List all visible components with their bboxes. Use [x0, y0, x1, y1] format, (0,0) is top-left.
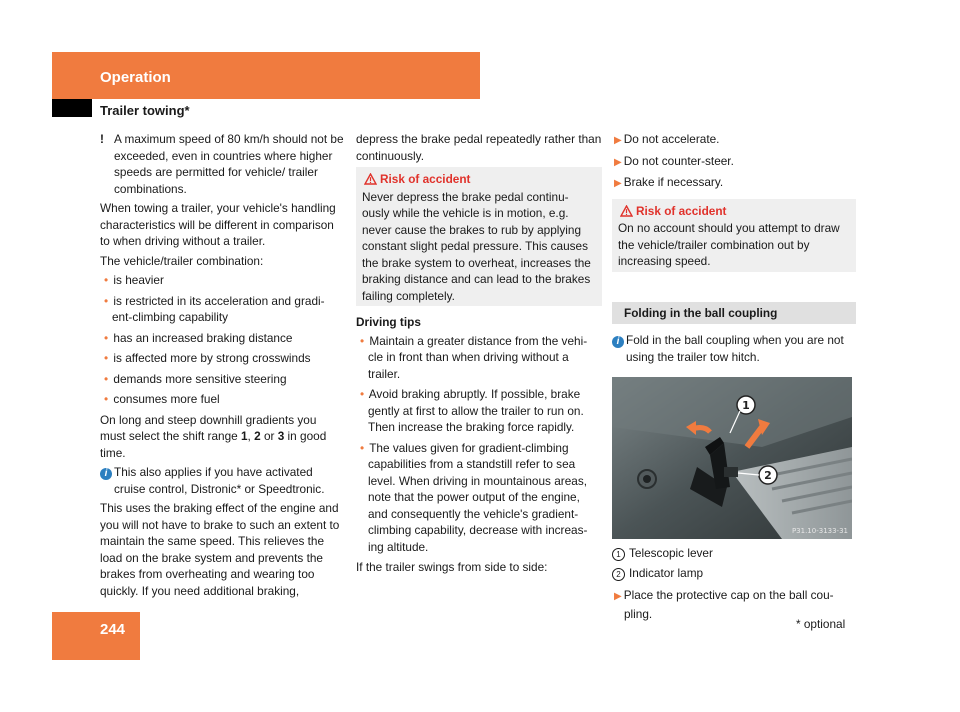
header-marker — [52, 99, 92, 117]
warning-title: Risk of accident — [618, 203, 850, 220]
section-title: Operation — [100, 69, 171, 86]
info-icon: i — [612, 336, 624, 348]
paragraph: This uses the braking effect of the engine and you will not have to brake to such an extent to maintain the same speed. This relieves the load on the brake system and prevents the brakes from overheating and wearing too quickly. If you need additional braking, — [100, 501, 340, 598]
callout-2: 2 — [764, 469, 772, 482]
list-item: • is restricted in its acceleration and gradi- ent-climbing capability — [104, 293, 325, 324]
info-icon: i — [100, 468, 112, 480]
list-item: • Maintain a greater distance from the vehi- cle in front than when driving without a trailer. — [360, 333, 588, 381]
warning-text: Never depress the brake pedal continu- ously while the vehicle is in motion, e.g. never cause the brakes to rub by applying constant slight pedal pressure. This causes the brake system to overheat, increases the braking distance and can lead to the brakes failing completely. — [362, 189, 591, 303]
bullet-list — [100, 272, 345, 408]
warning-triangle-icon — [620, 205, 633, 217]
callout-1: 1 — [742, 399, 750, 412]
instruction-step: ▶ Do not accelerate. — [614, 132, 720, 146]
arrow-icon: ▶ — [614, 156, 622, 168]
list-item: • demands more sensitive steering — [104, 371, 287, 386]
page-number-box — [52, 612, 140, 660]
warning-box — [356, 167, 602, 306]
column-3 — [612, 131, 856, 625]
column-1 — [100, 131, 345, 602]
caution-note: ! A maximum speed of 80 km/h should not be exceeded, even in countries where higher speeds are permitted for vehicle/ trailer combinations. — [100, 132, 344, 196]
info-note: i Fold in the ball coupling when you are not using the trailer tow hitch. — [612, 332, 856, 365]
footnote: * optional — [796, 617, 846, 631]
section-heading: Folding in the ball coupling — [612, 302, 856, 325]
paragraph: On long and steep downhill gradients you must select the shift range 1, 2 or 3 in good time. — [100, 412, 327, 460]
paragraph: If the trailer swings from side to side: — [356, 560, 548, 574]
arrow-icon: ▶ — [614, 591, 622, 602]
legend-item: 1 Telescopic lever — [612, 545, 856, 562]
legend-item: 2 Indicator lamp — [612, 565, 856, 582]
ball-coupling-photo — [612, 377, 852, 539]
list-item: • The values given for gradient-climbing capabilities from a standstill refer to sea level. When driving in mountainous areas, note that the power output of the engine, and consequently the vehicle's gradient- climbing capability, decrease with increas- ing altitude. — [360, 440, 588, 554]
warning-text: On no account should you attempt to draw the vehicle/trailer combination out by increasing speed. — [618, 221, 840, 268]
list-item: • is affected more by strong crosswinds — [104, 351, 311, 365]
photo-code: P31.10-3133-31 — [791, 527, 848, 535]
list-item: • consumes more fuel — [104, 392, 220, 406]
arrow-icon: ▶ — [614, 178, 622, 189]
column-2 — [356, 131, 602, 579]
ball-coupling-illustration — [612, 377, 852, 539]
warning-triangle-icon — [364, 173, 377, 185]
paragraph: The vehicle/trailer combination: — [100, 253, 264, 268]
info-note: i This also applies if you have activated cruise control, Distronic* or Speedtronic. — [100, 464, 345, 497]
instruction-step: ▶ Do not counter-steer. — [614, 153, 734, 168]
list-item: • Avoid braking abruptly. If possible, brake gently at first to allow the trailer to run on. Then increase the braking force rapidly. — [360, 387, 584, 434]
page-title: Trailer towing* — [100, 103, 190, 118]
paragraph: depress the brake pedal repeatedly rather than continuously. — [356, 132, 602, 163]
instruction-step: ▶ Place the protective cap on the ball cou- pling. — [614, 588, 834, 621]
warning-box — [612, 199, 856, 272]
list-item: • is heavier — [104, 273, 164, 287]
warning-title: Risk of accident — [362, 171, 596, 188]
page-number: 244 — [100, 621, 126, 638]
paragraph: When towing a trailer, your vehicle's handling characteristics will be different in comparison to when driving without a trailer. — [100, 201, 336, 248]
arrow-icon: ▶ — [614, 135, 622, 146]
list-item: • has an increased braking distance — [104, 330, 293, 345]
subheading: Driving tips — [356, 315, 421, 329]
instruction-step: ▶ Brake if necessary. — [614, 175, 724, 189]
caution-mark: ! — [100, 132, 104, 146]
